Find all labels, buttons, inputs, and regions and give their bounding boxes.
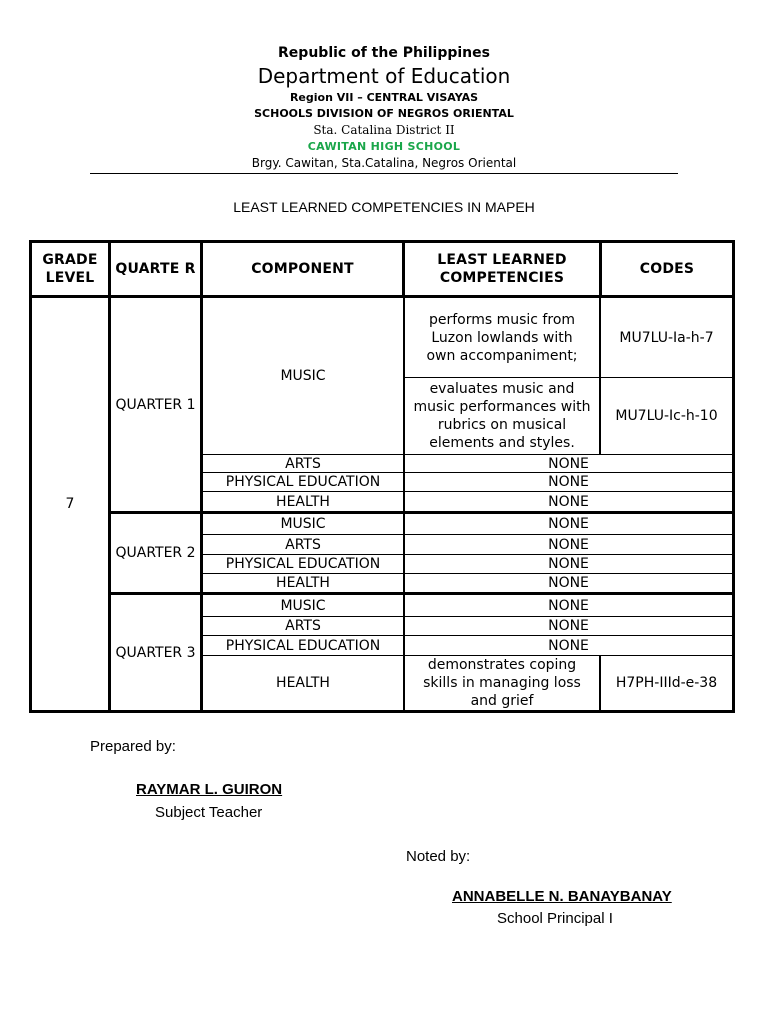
q2-music-value: NONE [548,516,589,532]
q1-music-code-1: MU7LU-Ia-h-7 [619,329,714,346]
teacher-role: Subject Teacher [155,804,263,821]
q3-health-code: H7PH-IIId-e-38 [615,675,718,691]
q3-arts-component: ARTS [285,618,321,634]
quarter-3-label: QUARTER 3 [115,644,196,661]
school-name: CAWITAN HIGH SCHOOL [307,140,461,153]
department-name: Department of Education [257,64,511,88]
q2-pe-value: NONE [548,556,589,572]
q1-pe-component: PHYSICAL EDUCATION [225,474,381,490]
district-line: Sta. Catalina District II [313,123,455,137]
q1-music-competency-1: performs music from Luzon lowlands with own accompaniment; [426,311,578,364]
q2-health-component: HEALTH [276,575,330,591]
prepared-by-label: Prepared by: [90,738,176,755]
q1-arts-component: ARTS [285,455,321,472]
q2-arts-component: ARTS [285,536,321,553]
q2-music-component: MUSIC [280,516,326,532]
table-border-bottom [29,710,735,713]
q3-pe-value: NONE [548,637,589,654]
republic-line: Republic of the Philippines [278,45,490,61]
region-line: Region VII – CENTRAL VISAYAS [289,91,479,104]
noted-by-label: Noted by: [406,848,471,865]
header-codes: CODES [639,261,695,277]
table-border-right [732,240,735,713]
principal-name: ANNABELLE N. BANAYBANAY [452,888,672,905]
q3-arts-value: NONE [548,618,589,634]
division-line: SCHOOLS DIVISION OF NEGROS ORIENTAL [254,107,514,120]
q3-music-component: MUSIC [280,597,326,614]
grade-level-value: 7 [65,496,75,512]
header-component: COMPONENT [251,261,354,277]
q1-arts-value: NONE [548,455,589,472]
q1-music-component: MUSIC [280,368,326,384]
header-divider [90,173,678,174]
quarter-1-label: QUARTER 1 [115,396,196,413]
q2-arts-value: NONE [548,536,589,553]
quarter-2-label: QUARTER 2 [115,545,196,561]
header-grade-level: GRADE LEVEL [42,252,98,286]
q1-health-value: NONE [548,493,589,510]
q3-pe-component: PHYSICAL EDUCATION [225,637,381,654]
school-address: Brgy. Cawitan, Sta.Catalina, Negros Oriental [251,156,517,170]
q1-music-competency-2: evaluates music and music performances with rubrics on musical elements and styles. [413,381,591,451]
q3-health-component: HEALTH [276,675,330,691]
header-competencies: LEAST LEARNED COMPETENCIES [437,252,567,286]
q2-health-value: NONE [548,575,589,591]
principal-role: School Principal I [497,910,613,927]
q1-music-code-2: MU7LU-Ic-h-10 [615,408,718,424]
q3-music-value: NONE [548,597,589,614]
q1-pe-value: NONE [548,474,589,490]
teacher-name: RAYMAR L. GUIRON [136,781,283,798]
q3-health-competency: demonstrates coping skills in managing loss and grief [423,657,581,709]
document-title: LEAST LEARNED COMPETENCIES IN MAPEH [233,199,535,215]
header-quarter: QUARTE R [115,261,196,277]
q2-pe-component: PHYSICAL EDUCATION [225,556,381,572]
q1-health-component: HEALTH [276,493,330,510]
